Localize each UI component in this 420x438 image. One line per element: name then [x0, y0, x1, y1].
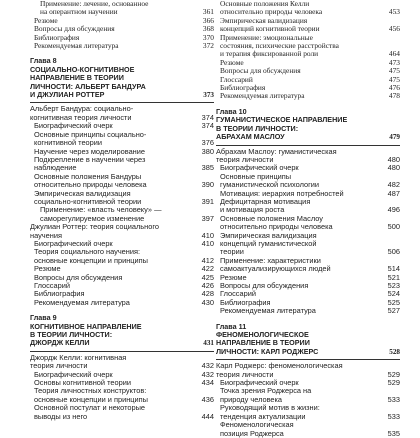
entry-page: 372: [202, 41, 214, 51]
toc-left-column: [30, 0, 214, 421]
entry-text: Применение: лечение, основанное: [40, 0, 149, 8]
chapter-9: [30, 314, 214, 421]
chapter-entries: [216, 148, 400, 316]
chapter-label: Глава 10: [216, 106, 247, 116]
entry-text: природу человека: [220, 394, 283, 404]
entry-page: 533: [387, 394, 400, 404]
chapter-title[interactable]: [216, 116, 400, 141]
entry-page: 397: [201, 213, 214, 223]
entry-text: основные концепции и принципы: [34, 255, 148, 265]
entry-text: Эмпирическая валидизация: [34, 188, 131, 198]
entry-text: Феноменологическая: [220, 420, 294, 430]
entry-text: Рекомендуемая литература: [220, 306, 316, 316]
chapter-rule: [216, 145, 400, 146]
entry-page: 426: [201, 281, 214, 290]
entry-page: 480: [387, 154, 400, 164]
entry-text: Глоссарий: [220, 74, 253, 84]
chapter-title[interactable]: [216, 331, 400, 356]
chapter-title-line: ЛИЧНОСТИ: АЛЬБЕРТ БАНДУРА: [30, 81, 146, 91]
entry-text: Вопросы для обсуждения: [34, 272, 123, 282]
entry-text: Биографический очерк: [220, 378, 299, 388]
entry-text: Рекомендуемая литература: [34, 297, 130, 307]
chapter-title-line: КОГНИТИВНОЕ НАПРАВЛЕНИЕ: [30, 321, 142, 331]
entry-text: социально-когнитивной теории: [34, 196, 142, 206]
entry-page: 535: [387, 428, 400, 438]
entry-text: Резюме: [220, 272, 247, 282]
chapter-entries: [30, 354, 214, 421]
entry-text: самоактуализирующихся людей: [220, 264, 331, 274]
entry-text: относительно природы человека: [220, 7, 323, 17]
entry-text: Биографический очерк: [34, 238, 113, 248]
entry-text: наблюдение: [34, 163, 77, 173]
entry-text: Глоссарий: [34, 281, 70, 290]
toc-entry[interactable]: [30, 223, 214, 240]
entry-page: 374: [201, 112, 214, 122]
entry-text: Карл Роджерс: феноменологическая: [216, 361, 343, 371]
entry-text: Биографический очерк: [34, 369, 113, 379]
entry-text: Джулиан Роттер: теория социального: [30, 222, 159, 232]
entry-page: 514: [387, 264, 400, 274]
entry-text: Вопросы для обсуждения: [34, 24, 115, 34]
toc-entry[interactable]: [30, 248, 214, 265]
entry-text: выводы из него: [34, 411, 88, 421]
toc-entry[interactable]: [30, 354, 214, 371]
entry-text: позиция Роджерса: [220, 428, 284, 438]
entry-page: 473: [388, 57, 400, 67]
entry-text: на оперантном научении: [40, 7, 118, 17]
entry-text: Руководящий мотив в жизни:: [220, 403, 320, 413]
chapter-title-line: ДЖОРДЖ КЕЛЛИ: [30, 338, 90, 348]
entry-page: 430: [201, 297, 214, 307]
entry-page: 496: [387, 205, 400, 215]
entry-page: 524: [387, 289, 400, 299]
entry-page: 385: [201, 163, 214, 173]
toc-entry[interactable]: [30, 156, 214, 173]
chapter-title-line: СОЦИАЛЬНО-КОГНИТИВНОЕ: [30, 64, 135, 74]
entry-text: концепций когнитивной теории: [220, 24, 320, 34]
entry-text: гуманистической психологии: [220, 180, 320, 190]
toc-entry[interactable]: [216, 257, 400, 274]
entry-text: Основные положения Маслоу: [220, 213, 323, 223]
toc-entry[interactable]: [216, 148, 400, 165]
toc-entry[interactable]: [216, 92, 400, 100]
entry-page: 428: [201, 289, 214, 299]
toc-entry[interactable]: [30, 299, 214, 307]
chapter-rule: [216, 359, 400, 360]
entry-text: Применение: «власть человеку» —: [40, 205, 162, 215]
entry-text: когнитивная теория личности: [30, 112, 132, 122]
entry-text: Точка зрения Роджерса на: [220, 386, 312, 396]
entry-text: Основные положения Келли: [220, 0, 310, 8]
toc-entry[interactable]: [216, 307, 400, 315]
entry-text: Подкрепление в научении через: [34, 154, 146, 164]
entry-page: 370: [202, 32, 214, 42]
entry-page: 366: [202, 15, 214, 25]
entry-page: 391: [201, 196, 214, 206]
entry-page: 444: [201, 411, 214, 421]
chapter-rule: [30, 351, 214, 352]
entry-page: 464: [388, 49, 400, 59]
entry-page: 500: [387, 222, 400, 232]
chapter-title[interactable]: [30, 66, 214, 100]
entry-text: Библиография: [34, 32, 80, 42]
entry-page: 482: [387, 180, 400, 190]
chapter-rule: [30, 102, 214, 103]
toc-entry[interactable]: [216, 17, 400, 34]
entry-text: относительно природы человека: [220, 222, 333, 232]
chapter-11: [216, 323, 400, 438]
entry-text: Основы когнитивной теории: [34, 378, 131, 388]
toc-entry[interactable]: [30, 404, 214, 421]
chapter-10: [216, 108, 400, 316]
toc-entry[interactable]: [30, 190, 214, 207]
toc-entry[interactable]: [216, 0, 400, 17]
entry-text: Эмпирическая валидизация: [220, 15, 308, 25]
entry-text: тенденция актуализации: [220, 411, 306, 421]
toc-entry[interactable]: [30, 206, 214, 223]
entry-page: 410: [201, 230, 214, 240]
chapter-8: [30, 57, 214, 307]
entry-page: 453: [388, 7, 400, 17]
entry-page: 376: [201, 138, 214, 148]
entry-page: 476: [388, 83, 400, 93]
entry-page: 374: [201, 121, 214, 131]
toc-entry[interactable]: [216, 421, 400, 438]
toc-entry[interactable]: [216, 362, 400, 379]
chapter-title-line: И ДЖУЛИАН РОТТЕР: [30, 90, 105, 100]
toc-entry[interactable]: [216, 404, 400, 421]
chapter-label: Глава 11: [216, 321, 247, 331]
entry-page: 361: [202, 7, 214, 17]
toc-entry[interactable]: [216, 387, 400, 404]
chapter-title-line: НАПРАВЛЕНИЕ В ТЕОРИИ: [30, 73, 124, 83]
entry-text: основные концепции и принципы: [34, 394, 148, 404]
entry-page: 432: [201, 369, 214, 379]
entry-page: 436: [201, 394, 214, 404]
entry-page: 390: [201, 180, 214, 190]
toc-entry[interactable]: [30, 105, 214, 122]
chapter-title-line: ЛИЧНОСТИ: КАРЛ РОДЖЕРС: [216, 346, 319, 356]
entry-page: 525: [387, 297, 400, 307]
entry-text: Эмпирическая валидизация: [220, 230, 317, 240]
chapter-page: 528: [389, 347, 400, 356]
entry-text: Биографический очерк: [34, 121, 113, 131]
entry-text: Научение через моделирование: [34, 146, 145, 156]
toc-right-column: [216, 0, 400, 438]
entry-text: Глоссарий: [220, 289, 256, 299]
chapter-title-line: АБРАХАМ МАСЛОУ: [216, 132, 285, 142]
entry-text: Джордж Келли: когнитивная: [30, 352, 127, 362]
entry-page: 410: [201, 238, 214, 248]
toc-continued-entries: [30, 0, 214, 50]
entry-text: концепций гуманистической: [220, 238, 317, 248]
entry-text: и терапия фиксированной роли: [220, 49, 319, 59]
entry-text: относительно природы человека: [34, 180, 147, 190]
toc-entry[interactable]: [216, 198, 400, 215]
entry-text: Основные принципы социально-: [34, 129, 147, 139]
entry-page: 487: [387, 188, 400, 198]
entry-text: когнитивной теории: [34, 138, 103, 148]
chapter-label: Глава 9: [30, 313, 57, 323]
entry-text: Мотивация: иерархия потребностей: [220, 188, 344, 198]
entry-text: Резюме: [34, 15, 58, 25]
entry-page: 456: [388, 24, 400, 34]
entry-text: теории: [220, 247, 244, 257]
toc-entry[interactable]: [30, 173, 214, 190]
chapter-page: 431: [203, 339, 214, 348]
chapter-page: 373: [203, 91, 214, 100]
chapter-title-line: ФЕНОМЕНОЛОГИЧЕСКОЕ: [216, 330, 309, 340]
entry-text: Абрахам Маслоу: гуманистическая: [216, 146, 337, 156]
toc-entry[interactable]: [30, 42, 214, 50]
entry-text: Резюме: [34, 264, 61, 274]
entry-text: Применение: характеристики: [220, 255, 321, 265]
entry-text: Библиография: [220, 297, 271, 307]
toc-entry[interactable]: [216, 173, 400, 190]
entry-page: 478: [388, 91, 400, 101]
entry-text: и мотивация роста: [220, 205, 285, 215]
entry-text: Биографический очерк: [220, 163, 299, 173]
entry-page: 425: [201, 272, 214, 282]
entry-page: 475: [388, 74, 400, 84]
chapter-title-line: В ТЕОРИИ ЛИЧНОСТИ:: [216, 123, 299, 133]
entry-page: 506: [387, 247, 400, 257]
entry-text: Теория социального научения:: [34, 247, 141, 257]
entry-text: Основные положения Бандуры: [34, 171, 142, 181]
entry-page: 527: [387, 306, 400, 316]
entry-text: теория личности: [216, 369, 274, 379]
entry-page: 480: [387, 163, 400, 173]
toc-entry[interactable]: [30, 0, 214, 17]
entry-page: 368: [202, 24, 214, 34]
entry-text: Рекомендуемая литература: [220, 91, 305, 101]
entry-page: 475: [388, 66, 400, 76]
entry-page: 533: [387, 411, 400, 421]
toc-entry[interactable]: [216, 232, 400, 257]
entry-page: 529: [387, 378, 400, 388]
entry-text: Резюме: [220, 57, 244, 67]
entry-text: Альберт Бандура: социально-: [30, 104, 134, 114]
entry-text: теория личности: [216, 154, 274, 164]
chapter-title-line: В ТЕОРИИ ЛИЧНОСТИ:: [30, 330, 113, 340]
entry-page: 523: [387, 281, 400, 290]
entry-text: теория личности: [30, 361, 88, 371]
chapter-label: Глава 8: [30, 56, 57, 66]
chapter-title-line: НАПРАВЛЕНИЕ В ТЕОРИИ: [216, 338, 310, 348]
chapter-entries: [30, 105, 214, 307]
entry-text: Библиография: [220, 83, 266, 93]
toc-continued-entries: [216, 0, 400, 101]
entry-page: 434: [201, 378, 214, 388]
entry-text: саморегулируемое изменение: [40, 213, 145, 223]
entry-text: состояния, психические расстройства: [220, 41, 339, 51]
entry-text: научения: [30, 230, 62, 240]
entry-page: 521: [387, 272, 400, 282]
toc-entry[interactable]: [216, 215, 400, 232]
entry-text: Вопросы для обсуждения: [220, 66, 301, 76]
entry-text: Дефицитарная мотивация: [220, 196, 311, 206]
chapter-entries: [216, 362, 400, 438]
entry-text: Применение: эмоциональные: [220, 32, 313, 42]
toc-entry[interactable]: [216, 34, 400, 59]
entry-text: Основной постулат и некоторые: [34, 403, 146, 413]
entry-text: Основные принципы: [220, 171, 292, 181]
chapter-title[interactable]: [30, 323, 214, 348]
entry-text: Теория личностных конструктов:: [34, 386, 147, 396]
chapter-title-line: ГУМАНИСТИЧЕСКОЕ НАПРАВЛЕНИЕ: [216, 115, 348, 125]
toc-entry[interactable]: [30, 387, 214, 404]
chapter-page: 479: [389, 133, 400, 142]
entry-page: 529: [387, 369, 400, 379]
entry-text: Библиография: [34, 289, 85, 299]
entry-page: 412: [201, 255, 214, 265]
entry-text: Рекомендуемая литература: [34, 41, 119, 51]
entry-page: 432: [201, 361, 214, 371]
entry-page: 422: [201, 264, 214, 274]
toc-entry[interactable]: [30, 131, 214, 148]
entry-page: 380: [201, 146, 214, 156]
entry-text: Вопросы для обсуждения: [220, 281, 309, 290]
